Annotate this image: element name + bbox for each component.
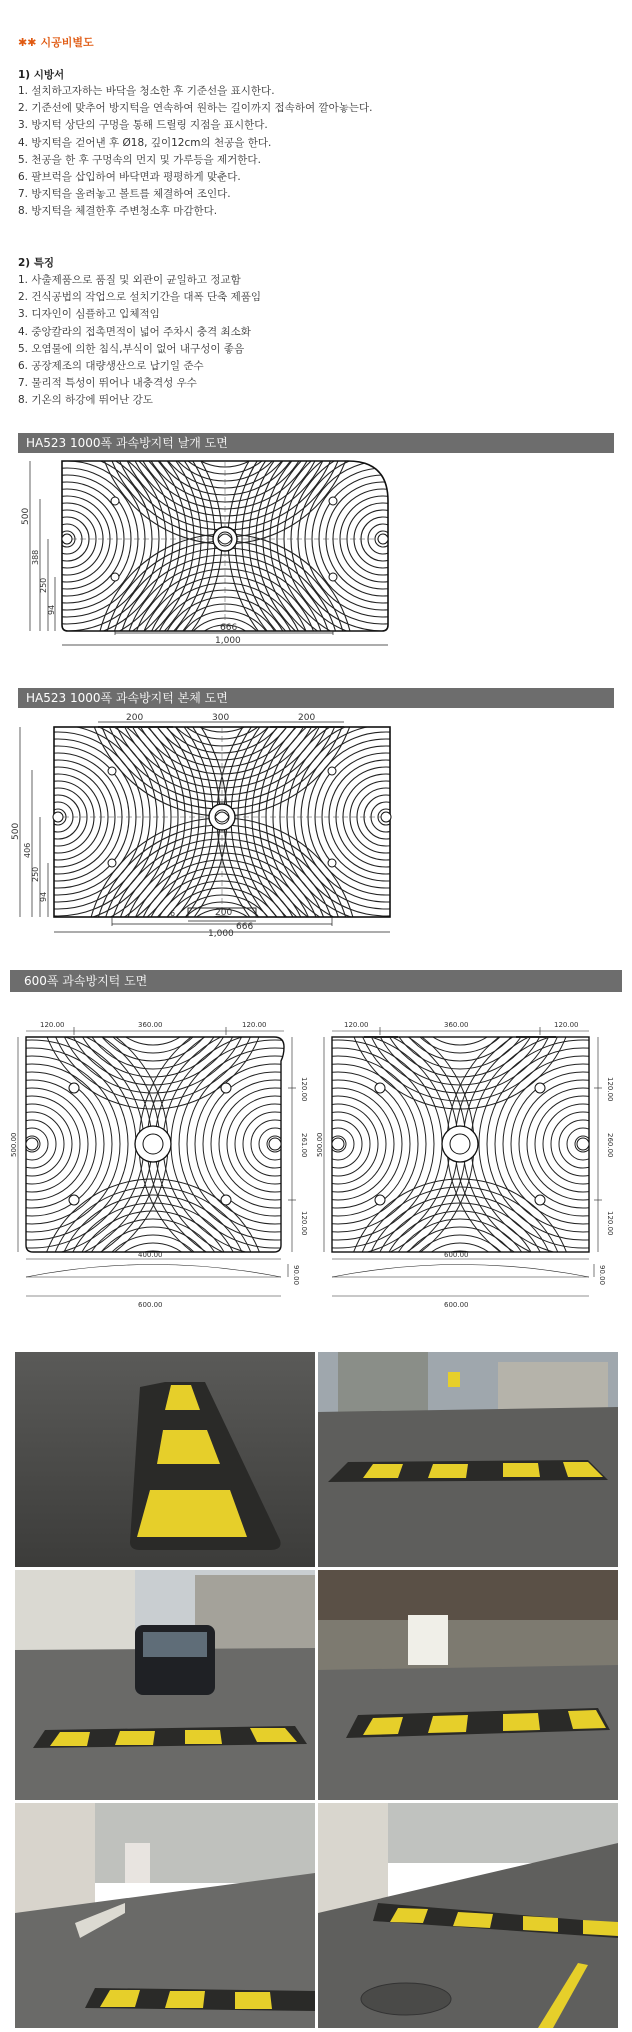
- install-photo-1: [15, 1352, 315, 1567]
- drawing2-title-bar: HA523 1000폭 과속방지턱 본체 도면: [18, 688, 614, 708]
- drawing3-left-center-emblem: [135, 1126, 171, 1162]
- dim-360: 360.00: [444, 1021, 469, 1029]
- list-item: 7. 물리적 특성이 뛰어나 내충격성 우수: [18, 377, 197, 390]
- drawing1-title-bar: HA523 1000폭 과속방지턱 날개 도면: [18, 433, 614, 453]
- install-photo-3: [15, 1570, 315, 1800]
- dim-90: 90.00: [292, 1265, 300, 1286]
- method-list: [18, 83, 373, 221]
- dim-94: 94: [47, 604, 56, 615]
- dim-500: 500.00: [316, 1132, 324, 1157]
- dim-90: 90.00: [598, 1265, 606, 1286]
- dim-400: 400.00: [138, 1251, 163, 1259]
- features-list: [18, 272, 261, 410]
- list-item: 5. 천공을 한 후 구멍속의 먼지 및 가루등을 제거한다.: [18, 153, 261, 166]
- list-item: 3. 디자인이 심플하고 입체적임: [18, 308, 160, 321]
- drawing2-svg: [10, 710, 410, 939]
- list-item: 1. 사출제품으로 품질 및 외관이 균일하고 정교함: [18, 274, 241, 286]
- drawing1-svg: [10, 455, 410, 655]
- list-item: 4. 중앙칼라의 접촉면적이 넓어 주차시 충격 최소화: [18, 325, 251, 338]
- features-heading: 2) 특징: [18, 257, 55, 269]
- dim-500: 500.00: [10, 1132, 18, 1157]
- list-item: 2. 기준선에 맞추어 방지턱을 연속하여 원하는 길이까지 접속하여 깔아놓는다.: [18, 102, 373, 115]
- dim-1000: 1,000: [208, 929, 234, 939]
- list-item: 6. 공장제조의 대량생산으로 납기일 준수: [18, 360, 204, 373]
- dim-600: 600.00: [138, 1301, 163, 1309]
- dim-406: 406: [23, 842, 32, 858]
- dim-360: 360.00: [138, 1021, 163, 1029]
- page-title: ✱✱ 시공비별도: [18, 36, 94, 49]
- dim-388: 388: [31, 549, 40, 565]
- drawing1-center-emblem: [213, 527, 237, 551]
- dim-250: 250: [31, 866, 40, 882]
- install-photo-5: [15, 1803, 315, 2028]
- dim-top-200b: 200: [298, 713, 316, 723]
- dim-666: 666: [236, 922, 254, 932]
- list-item: 6. 팔브럭을 삽입하여 바닥면과 평평하게 맞춘다.: [18, 171, 241, 184]
- drawing2-center-emblem: [209, 804, 235, 830]
- dim-1000: 1,000: [215, 636, 241, 646]
- dim-500: 500: [11, 822, 21, 840]
- dim-6: 6: [170, 909, 176, 918]
- dim-r260: 260.00: [606, 1133, 614, 1158]
- title-marker-icon: ✱✱: [18, 36, 37, 49]
- dim-120a: 120.00: [40, 1021, 65, 1029]
- list-item: 2. 건식공법의 작업으로 설치기간을 대폭 단축 제품임: [18, 291, 262, 304]
- dim-250: 250: [39, 577, 48, 593]
- list-item: 4. 방지턱을 걷어낸 후 Ø18, 깊이12cm의 천공을 한다.: [18, 136, 272, 149]
- install-photo-4: [318, 1570, 618, 1800]
- dim-500: 500: [21, 507, 31, 525]
- drawing3-left-svg: [10, 1015, 310, 1310]
- dim-r120a: 120.00: [606, 1077, 614, 1102]
- dim-r120b: 120.00: [606, 1211, 614, 1236]
- dim-120b: 120.00: [554, 1021, 579, 1029]
- list-item: 8. 기온의 하강에 뛰어난 강도: [18, 394, 153, 407]
- dim-120a: 120.00: [344, 1021, 369, 1029]
- list-item: 5. 오염물에 의한 침식,부식이 없어 내구성이 좋음: [18, 342, 245, 355]
- dim-94: 94: [39, 891, 48, 902]
- list-item: 1. 설치하고자하는 바닥을 청소한 후 기준선을 표시한다.: [18, 85, 275, 97]
- dim-r120b: 120.00: [300, 1211, 308, 1236]
- dim-600: 600.00: [444, 1251, 469, 1259]
- install-photo-6: [318, 1803, 618, 2028]
- dim-r261: 261.00: [300, 1133, 308, 1158]
- list-item: 3. 방지턱 상단의 구멍을 통해 드릴링 지점을 표시한다.: [18, 119, 268, 132]
- drawing3-title-bar: 600폭 과속방지턱 도면: [10, 970, 622, 992]
- dim-r120a: 120.00: [300, 1077, 308, 1102]
- drawing3-right-svg: [318, 1015, 618, 1310]
- drawing3-right-center-emblem: [442, 1126, 478, 1162]
- dim-666: 666: [220, 623, 238, 633]
- dim-600b: 600.00: [444, 1301, 469, 1309]
- list-item: 8. 방지턱을 체결한후 주변청소후 마감한다.: [18, 205, 218, 218]
- method-heading: 1) 시방서: [18, 69, 65, 81]
- dim-120b: 120.00: [242, 1021, 267, 1029]
- install-photo-2: [318, 1352, 618, 1567]
- list-item: 7. 방지턱을 올려놓고 볼트를 체결하여 조인다.: [18, 188, 231, 201]
- dim-bottom-200: 200: [215, 908, 233, 918]
- dim-top-200a: 200: [126, 713, 144, 723]
- dim-top-300: 300: [212, 713, 230, 723]
